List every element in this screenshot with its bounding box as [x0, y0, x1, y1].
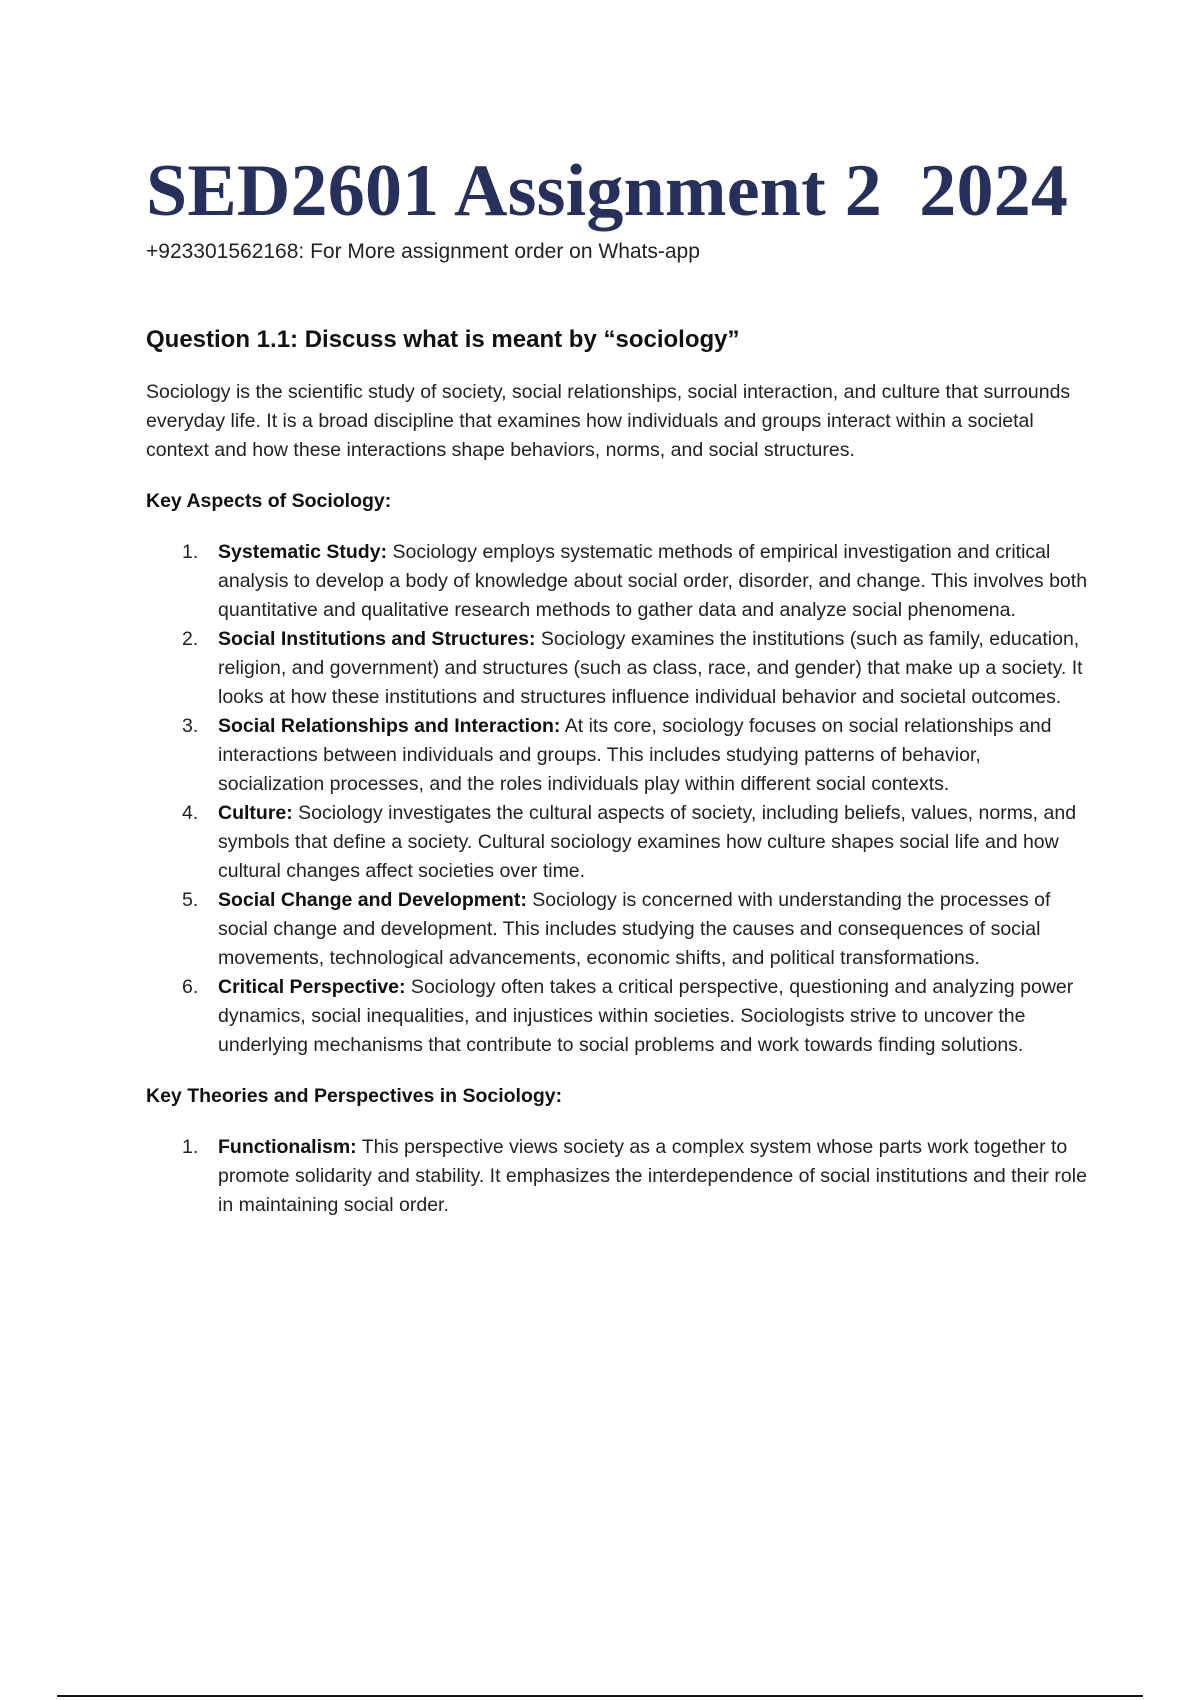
- list-item-text: Sociology often takes a critical perspective, questioning and analyzing power dynamics, social inequalities, and injustices within societies. Sociologists strive to uncover the underlying mechanisms that contribute to social problems and work towards finding solutions.: [218, 976, 1074, 1056]
- list-item-text: Sociology employs systematic methods of empirical investigation and critical analysis to develop a body of knowledge about social order, disorder, and change. This involves both quantitative and qualitative research methods to gather data and analyze social phenomena.: [218, 541, 1088, 621]
- document-title: SED2601 Assignment 2 2024: [146, 150, 1069, 232]
- list-item: [146, 1133, 1091, 1220]
- list-item-number: 6.: [182, 976, 199, 998]
- list-item-number: 5.: [182, 889, 199, 911]
- list-item-term: Critical Perspective:: [218, 976, 406, 998]
- list-item-number: 4.: [182, 802, 199, 824]
- key-aspects-list: [146, 538, 1091, 1060]
- list-item-text: Sociology is concerned with understanding the processes of social change and development. This includes studying the causes and consequences of social movements, technological advancements, economic shifts, and political transformations.: [218, 889, 1051, 969]
- list-item-term: Social Relationships and Interaction:: [218, 715, 561, 737]
- key-theories-heading: Key Theories and Perspectives in Sociology:: [146, 1085, 563, 1107]
- list-item-text: This perspective views society as a complex system whose parts work together to promote solidarity and stability. It emphasizes the interdependence of social institutions and their role in maintaining social order.: [218, 1136, 1087, 1216]
- page-footer-divider: [57, 1695, 1143, 1697]
- list-item-term: Systematic Study:: [218, 541, 388, 563]
- list-item-number: 1.: [182, 1136, 199, 1158]
- list-item-term: Functionalism:: [218, 1136, 357, 1158]
- list-item: [146, 799, 1091, 886]
- key-aspects-heading: Key Aspects of Sociology:: [146, 490, 392, 512]
- list-item-term: Culture:: [218, 802, 293, 824]
- list-item: [146, 538, 1091, 625]
- document-content: [146, 150, 1091, 1220]
- list-item-text: Sociology investigates the cultural aspects of society, including beliefs, values, norms, and symbols that define a society. Cultural sociology examines how culture shapes social life and how cultural changes affect societies over time.: [218, 802, 1077, 882]
- list-item-term: Social Institutions and Structures:: [218, 628, 536, 650]
- list-item-number: 3.: [182, 715, 199, 737]
- intro-paragraph: Sociology is the scientific study of society, social relationships, social interaction, and culture that surrounds everyday life. It is a broad discipline that examines how individuals and groups interact within a societal context and how these interactions shape behaviors, norms, and social structures.: [146, 381, 1071, 461]
- list-item-text: At its core, sociology focuses on social relationships and interactions between individuals and groups. This includes studying patterns of behavior, socialization processes, and the roles individuals play within different social contexts.: [218, 715, 1052, 795]
- contact-subtitle: +923301562168: For More assignment order on Whats-app: [146, 240, 700, 263]
- list-item: [146, 886, 1091, 973]
- list-item-text: Sociology examines the institutions (such as family, education, religion, and government) and structures (such as class, race, and gender) that make up a society. It looks at how these institutions and structures influence individual behavior and societal outcomes.: [218, 628, 1083, 708]
- list-item-number: 2.: [182, 628, 199, 650]
- list-item: [146, 973, 1091, 1060]
- list-item: [146, 625, 1091, 712]
- key-theories-list: [146, 1133, 1091, 1220]
- question-heading: Question 1.1: Discuss what is meant by “sociology”: [146, 326, 740, 353]
- list-item: [146, 712, 1091, 799]
- list-item-number: 1.: [182, 541, 199, 563]
- list-item-term: Social Change and Development:: [218, 889, 527, 911]
